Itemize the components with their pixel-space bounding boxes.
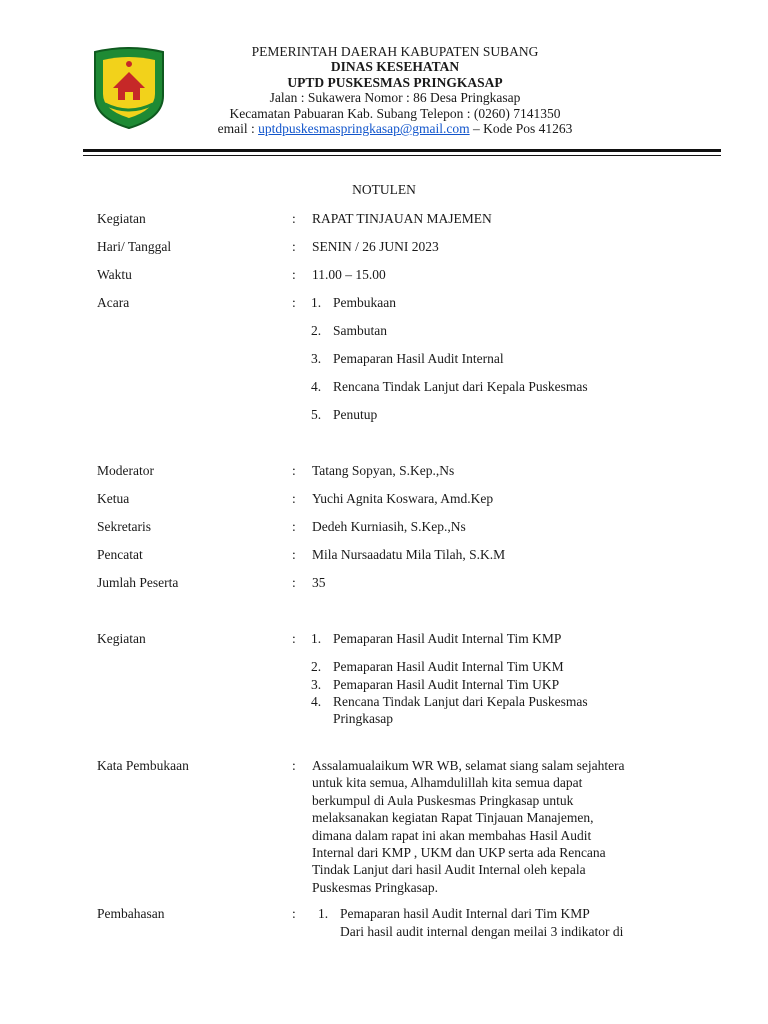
pembahasan-continuation: Dari hasil audit internal dengan meilai 3 indikator di — [340, 924, 624, 939]
paragraph-line: untuk kita semua, Alhamdulillah kita semua dapat — [312, 775, 583, 791]
postal-code: – Kode Pos 41263 — [469, 121, 573, 137]
document-title: NOTULEN — [352, 182, 416, 197]
header-divider-thick — [83, 149, 721, 152]
email-link[interactable]: uptdpuskesmaspringkasap@gmail.com — [258, 121, 470, 137]
paragraph-line: Puskesmas Pringkasap. — [312, 879, 438, 895]
label-waktu: Waktu — [97, 267, 132, 282]
label-kata-pembukaan: Kata Pembukaan — [97, 758, 189, 773]
list-number: 3. — [311, 351, 322, 366]
colon: : — [292, 575, 296, 590]
value-waktu: 11.00 – 15.00 — [312, 267, 386, 282]
list-text: Pemaparan hasil Audit Internal dari Tim KMP — [340, 906, 590, 921]
value-sekretaris: Dedeh Kurniasih, S.Kep.,Ns — [312, 519, 466, 534]
list-number: 5. — [311, 407, 322, 422]
list-number: 1. — [318, 906, 329, 921]
header-government: PEMERINTAH DAERAH KABUPATEN SUBANG — [251, 44, 539, 59]
list-text: Sambutan — [333, 323, 387, 338]
list-number: 2. — [311, 323, 322, 338]
header-address: Jalan : Sukawera Nomor : 86 Desa Pringkasap — [269, 90, 521, 106]
label-pencatat: Pencatat — [97, 547, 143, 562]
list-text: Rencana Tindak Lanjut dari Kepala Puskesmas — [333, 694, 588, 709]
colon: : — [292, 906, 296, 921]
paragraph-line: Internal dari KMP , UKM dan UKP serta ada Rencana — [312, 845, 606, 861]
label-ketua: Ketua — [97, 491, 130, 506]
value-kegiatan: RAPAT TINJAUAN MAJEMEN — [312, 211, 492, 226]
label-pembahasan: Pembahasan — [97, 906, 165, 921]
list-number: 2. — [311, 659, 322, 674]
list-item-continuation: Pringkasap — [333, 711, 393, 726]
list-number: 3. — [311, 677, 322, 692]
label-acara: Acara — [97, 295, 130, 310]
paragraph-line: dimana dalam rapat ini akan membahas Hasil Audit — [312, 827, 592, 843]
paragraph-line: berkumpul di Aula Puskesmas Pringkasap untuk — [312, 792, 574, 808]
header-department: DINAS KESEHATAN — [330, 59, 460, 75]
list-text: Pembukaan — [333, 295, 396, 310]
colon: : — [292, 295, 296, 310]
label-jumlah-peserta: Jumlah Peserta — [97, 575, 179, 590]
list-text: Pemaparan Hasil Audit Internal Tim UKM — [333, 659, 564, 674]
colon: : — [292, 211, 296, 226]
value-pencatat: Mila Nursaadatu Mila Tilah, S.K.M — [312, 547, 506, 562]
paragraph-line: Assalamualaikum WR WB, selamat siang salam sejahtera — [312, 758, 625, 773]
list-number: 1. — [311, 295, 322, 310]
colon: : — [292, 547, 296, 562]
label-hari-tanggal: Hari/ Tanggal — [97, 239, 172, 254]
kata-pembukaan-text — [312, 757, 672, 896]
colon: : — [292, 631, 296, 646]
value-ketua: Yuchi Agnita Koswara, Amd.Kep — [312, 491, 494, 506]
value-moderator: Tatang Sopyan, S.Kep.,Ns — [312, 463, 455, 478]
value-hari-tanggal: SENIN / 26 JUNI 2023 — [312, 239, 439, 254]
list-number: 1. — [311, 631, 322, 646]
header-institution: UPTD PUSKESMAS PRINGKASAP — [287, 74, 503, 90]
colon: : — [292, 463, 296, 478]
letterhead — [170, 44, 620, 136]
colon: : — [292, 491, 296, 506]
label-kegiatan: Kegiatan — [97, 211, 146, 226]
header-contact — [170, 121, 620, 136]
label-moderator: Moderator — [97, 463, 154, 478]
list-text: Penutup — [333, 407, 378, 422]
header-district-phone: Kecamatan Pabuaran Kab. Subang Telepon : (0260) 7141350 — [229, 105, 561, 121]
puskesmas-logo — [91, 46, 167, 130]
label-kegiatan-detail: Kegiatan — [97, 631, 146, 646]
colon: : — [292, 267, 296, 282]
paragraph-line: Tindak Lanjut dari hasil Audit Internal oleh kepala — [312, 862, 586, 878]
colon: : — [292, 758, 296, 773]
header-divider-thin — [83, 155, 721, 156]
email-prefix: email : — [217, 121, 259, 137]
list-number: 4. — [311, 379, 322, 394]
list-text: Pemaparan Hasil Audit Internal Tim KMP — [333, 631, 562, 646]
list-text: Rencana Tindak Lanjut dari Kepala Puskesmas — [333, 379, 588, 394]
label-sekretaris: Sekretaris — [97, 519, 151, 534]
list-text: Pemaparan Hasil Audit Internal — [333, 351, 504, 366]
colon: : — [292, 239, 296, 254]
list-number: 4. — [311, 694, 322, 709]
paragraph-line: melaksanakan kegiatan Rapat Tinjauan Manajemen, — [312, 810, 594, 826]
colon: : — [292, 519, 296, 534]
value-jumlah-peserta: 35 — [312, 575, 326, 590]
list-text: Pemaparan Hasil Audit Internal Tim UKP — [333, 677, 560, 692]
